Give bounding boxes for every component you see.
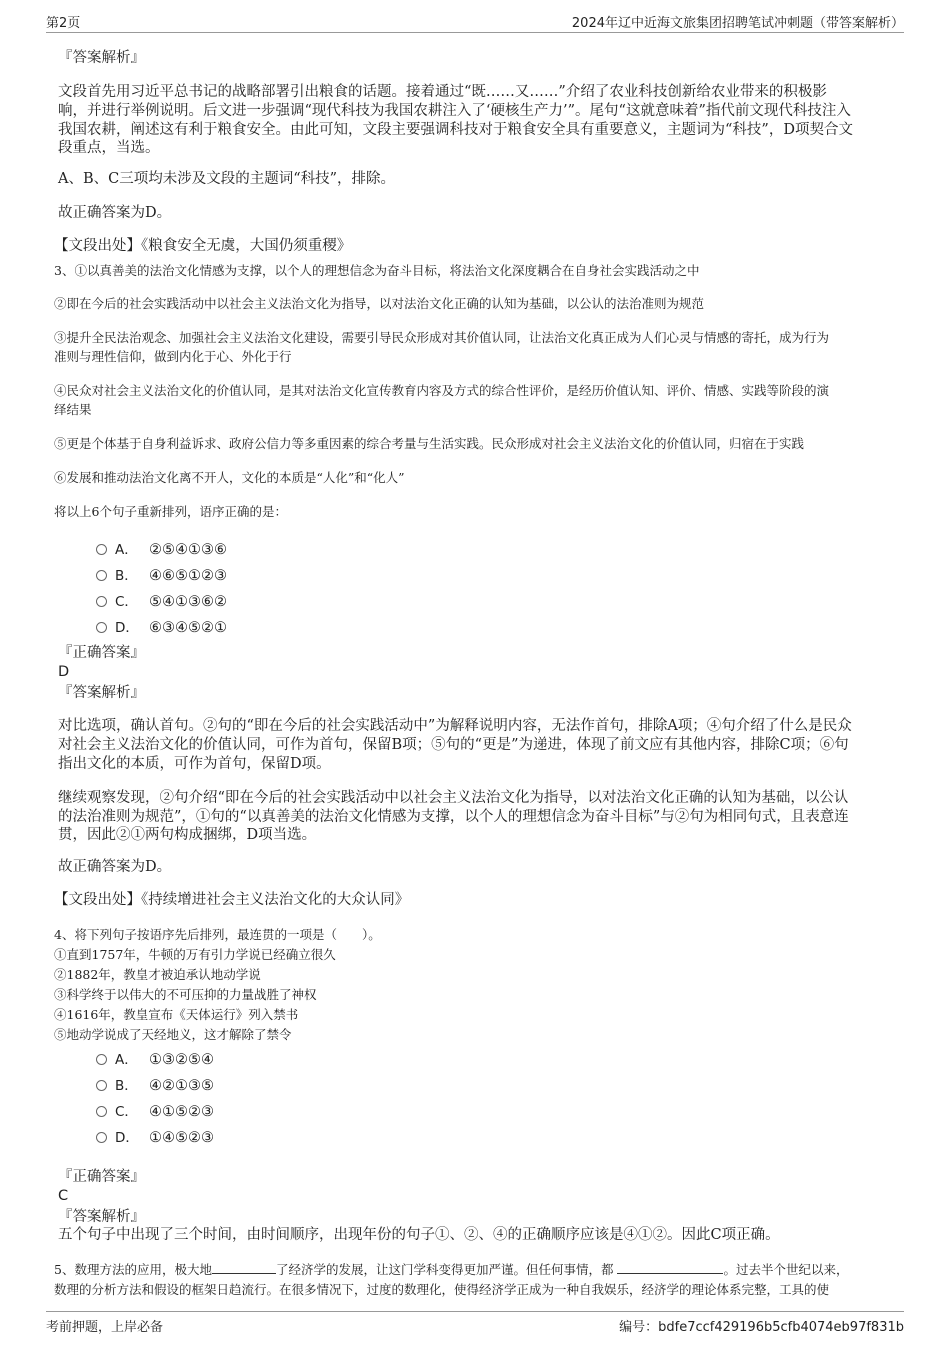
q3-analysis-line: 继续观察发现，②句介绍“即在今后的社会实践活动中以社会主义法治文化为指导，以对法治文化正确的认知为基础，以公认 <box>58 790 849 806</box>
q3-stem: 3、①以真善美的法治文化情感为支撑，以个人的理想信念为奋斗目标，将法治文化深度耦合在自身社会实践活动之中 <box>54 263 700 278</box>
q2-analysis-line: 响，并进行举例说明。后文进一步强调“现代科技为我国农耕注入了‘硬核生产力’”。尾句“这就意味着”指代前文现代科技注入 <box>58 103 851 119</box>
q3-analysis-line: 对比选项，确认首句。②句的“即在今后的社会实践活动中”为解释说明内容，无法作首句，排除A项；④句介绍了什么是民众 <box>58 718 852 734</box>
radio-icon[interactable] <box>96 1080 107 1091</box>
q2-conclusion: 故正确答案为D。 <box>58 205 172 221</box>
footer-slogan: 考前押题，上岸必备 <box>46 1320 164 1335</box>
q3-answer: D <box>58 664 70 680</box>
q3-option-d[interactable]: D． ⑥③④⑤②① <box>96 616 227 636</box>
q3-sentence-6: ⑥发展和推动法治文化离不开人，文化的本质是“人化”和“化人” <box>54 470 405 485</box>
q4-option-c[interactable]: C． ④①⑤②③ <box>96 1100 214 1120</box>
q2-source: 【文段出处】《粮食安全无虞，大国仍须重稷》 <box>54 238 352 254</box>
q3-option-a[interactable]: A． ②⑤④①③⑥ <box>96 538 227 558</box>
q3-sentence-5: ⑤更是个体基于自身利益诉求、政府公信力等多重因素的综合考量与生活实践。民众形成对社会主义法治文化的价值认同，归宿在于实践 <box>54 436 805 451</box>
q3-analysis-line: 贯，因此②①两句构成捆绑，D项当选。 <box>58 827 317 843</box>
q4-option-d[interactable]: D． ①④⑤②③ <box>96 1126 214 1146</box>
q5-stem: 5、数理方法的应用，极大地 了经济学的发展，让这门学科变得更加严谨。但任何事情，都 。过去半个世纪以来， <box>54 1262 849 1277</box>
q2-analysis-line: 我国农耕，阐述这有利于粮食安全。由此可知，文段主要强调科技对于粮食安全具有重要意义，主题词为“科技”，D项契合文 <box>58 122 853 138</box>
q3-conclusion: 故正确答案为D。 <box>58 859 172 875</box>
page-header <box>46 12 904 33</box>
q2-analysis-heading: 『答案解析』 <box>58 50 145 66</box>
q4-sentence: ⑤地动学说成了天经地义，这才解除了禁令 <box>54 1027 292 1042</box>
q3-sentence-2: ②即在今后的社会实践活动中以社会主义法治文化为指导，以对法治文化正确的认知为基础，以公认的法治准则为规范 <box>54 296 705 311</box>
q2-analysis-line: 段重点，当选。 <box>58 140 160 156</box>
q4-stem: 4、将下列句子按语序先后排列，最连贯的一项是（ ）。 <box>54 927 381 942</box>
q4-sentence: ①直到1757年，牛顿的万有引力学说已经确立很久 <box>54 947 336 962</box>
q3-source: 【文段出处】《持续增进社会主义法治文化的大众认同》 <box>54 892 410 908</box>
document-title: 2024年辽中近海文旅集团招聘笔试冲刺题（带答案解析） <box>571 16 904 31</box>
radio-icon[interactable] <box>96 1106 107 1117</box>
q3-sentence-4: 绎结果 <box>54 402 92 417</box>
q4-analysis: 五个句子中出现了三个时间，由时间顺序，出现年份的句子①、②、④的正确顺序应该是④①②。因此C项正确。 <box>58 1227 780 1243</box>
page-number: 第2页 <box>46 16 81 31</box>
q3-analysis-line: 指出文化的本质，可作为首句，保留D项。 <box>58 756 331 772</box>
radio-icon[interactable] <box>96 622 107 633</box>
fill-blank-2[interactable] <box>617 1261 723 1274</box>
q2-analysis-exclusion: A、B、C三项均未涉及文段的主题词“科技”，排除。 <box>58 171 396 187</box>
q3-analysis-line: 的法治准则为规范”，①句的“以真善美的法治文化情感为支撑，以个人的理想信念为奋斗目标”与②句为相同句式，且表意连 <box>58 809 849 825</box>
q3-option-c[interactable]: C． ⑤④①③⑥② <box>96 590 227 610</box>
q3-sentence-3: 准则与理性信仰，做到内化于心、外化于行 <box>54 349 292 364</box>
q3-sentence-4: ④民众对社会主义法治文化的价值认同，是其对法治文化宣传教育内容及方式的综合性评价，是经历价值认知、评价、情感、实践等阶段的演 <box>54 383 830 398</box>
q4-sentence: ④1616年，教皇宣布《天体运行》列入禁书 <box>54 1007 299 1022</box>
q5-line-2: 数理的分析方法和假设的框架日趋流行。在很多情况下，过度的数理化，使得经济学正成为一种自我娱乐，经济学的理论体系完整，工具的使 <box>54 1282 830 1297</box>
q2-analysis-line: 文段首先用习近平总书记的战略部署引出粮食的话题。接着通过“既……又……”介绍了农业科技创新给农业带来的积极影 <box>58 84 827 100</box>
q3-analysis-heading: 『答案解析』 <box>58 685 145 701</box>
page-footer <box>46 1311 904 1337</box>
radio-icon[interactable] <box>96 1132 107 1143</box>
fill-blank-1[interactable] <box>212 1261 276 1274</box>
q3-analysis-line: 对社会主义法治文化的价值认同，可作为首句，保留B项；⑤句的“更是”为递进，体现了前文应有其他内容，排除C项；⑥句 <box>58 737 849 753</box>
q4-sentence: ②1882年，教皇才被迫承认地动学说 <box>54 967 261 982</box>
radio-icon[interactable] <box>96 596 107 607</box>
q4-answer-heading: 『正确答案』 <box>58 1169 145 1185</box>
q4-answer: C <box>58 1188 69 1204</box>
q3-answer-heading: 『正确答案』 <box>58 645 145 661</box>
q4-option-b[interactable]: B． ④②①③⑤ <box>96 1074 214 1094</box>
footer-code: 编号：bdfe7ccf429196b5cfb4074eb97f831b <box>619 1320 904 1335</box>
q4-analysis-heading: 『答案解析』 <box>58 1209 145 1225</box>
q3-prompt: 将以上6个句子重新排列，语序正确的是： <box>54 504 287 519</box>
q4-option-a[interactable]: A． ①③②⑤④ <box>96 1048 214 1068</box>
radio-icon[interactable] <box>96 544 107 555</box>
radio-icon[interactable] <box>96 1054 107 1065</box>
q4-sentence: ③科学终于以伟大的不可压抑的力量战胜了神权 <box>54 987 317 1002</box>
q3-sentence-3: ③提升全民法治观念、加强社会主义法治文化建设，需要引导民众形成对其价值认同，让法治文化真正成为人们心灵与情感的寄托，成为行为 <box>54 330 830 345</box>
q3-option-b[interactable]: B． ④⑥⑤①②③ <box>96 564 227 584</box>
radio-icon[interactable] <box>96 570 107 581</box>
